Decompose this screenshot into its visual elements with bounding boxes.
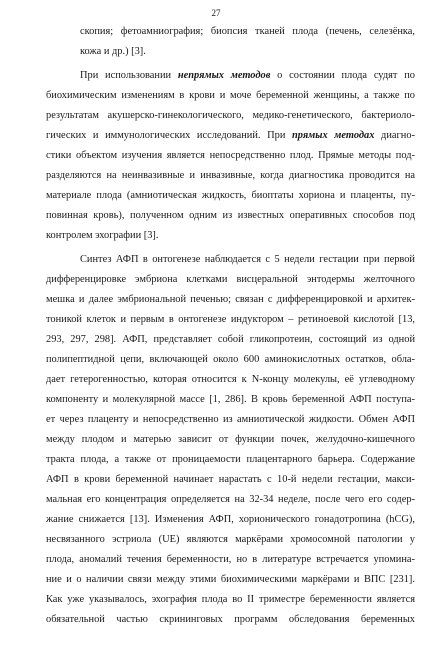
text-line (46, 108, 415, 123)
text-line (46, 88, 415, 103)
text-run: диагно- (374, 130, 415, 141)
page-number: 27 (211, 8, 221, 18)
text-run: компоненту и молекулярной массе [1, 286]. В кровь беременной АФП поступа- (46, 394, 415, 405)
text-line (80, 68, 415, 83)
text-line (46, 472, 415, 487)
text-line (46, 612, 415, 627)
text-run: между плодом и матерью зависит от функции почек, желудочно-кишечного (46, 434, 415, 445)
text-run: повинная кровь), полученном одним из известных оперативных способов под (46, 210, 415, 221)
text-line (46, 532, 415, 547)
text-run: результатам акушерско-гинекологического, медико-генетического, бактериоло- (46, 110, 415, 121)
text-line (46, 372, 415, 387)
text-run: стики объектом изучения является непосредственно плод. Прямые методы под- (46, 150, 415, 161)
text-line (46, 352, 415, 367)
text-run: обязательной частью скрининговых программ обследования беременных (46, 614, 415, 625)
text-run: тоникой клеток и первым в онтогенезе индуктором – ретиноевой кислотой [13, (46, 314, 415, 325)
text-run: мальная его концентрация определяется на 32-34 неделе, после чего его содер- (46, 494, 415, 505)
text-line (46, 148, 415, 163)
text-run: разделяются на неинвазивные и инвазивные, когда диагностика проводится на (46, 170, 415, 181)
text-run: гических и иммунологических исследований. При (46, 130, 292, 141)
text-run: полипептидной цепи, включающей около 600 аминокислотных остатков, обла- (46, 354, 415, 365)
text-run: 293, 297, 298]. АФП, представляет собой гликопротеин, состоящий из одной (46, 334, 415, 345)
text-run: дифференцировке эмбриона клетками висцеральной энтодермы желточного (46, 274, 415, 285)
text-line (46, 168, 415, 183)
text-line (46, 572, 415, 587)
text-line (46, 312, 415, 327)
text-line (46, 412, 415, 427)
text-run: ет через плаценту и непосредственно из амниотической жидкости. Обмен АФП (46, 414, 415, 425)
text-line (46, 208, 415, 223)
text-line (46, 432, 415, 447)
emphasis-term: прямых методах (291, 130, 375, 141)
text-run: Синтез АФП в онтогенезе наблюдается с 5 недели гестации при первой (80, 254, 415, 265)
text-run: контролем эхографии [3]. (46, 230, 159, 241)
text-run: материале плода (амниотическая жидкость, биоптаты хориона и плаценты, пу- (46, 190, 415, 201)
text-line (46, 552, 415, 567)
text-line (80, 44, 415, 59)
text-run: ние и о наличии связи между этими биохимическими маркёрами и ВПС [231]. (46, 574, 415, 585)
text-line (46, 392, 415, 407)
text-line (46, 512, 415, 527)
text-line (80, 252, 415, 267)
text-line (46, 272, 415, 287)
text-run: тракта плода, а также от проницаемости плацентарного барьера. Содержание (46, 454, 415, 465)
text-line (46, 592, 415, 607)
text-run: биохимическим изменениям в крови и моче беременной женщины, а также по (46, 90, 415, 101)
text-run: кожа и др.) [3]. (80, 46, 146, 57)
text-run: о состоянии плода судят по (270, 70, 415, 81)
text-run: скопия; фетоамниография; биопсия тканей плода (печень, селезёнка, (80, 26, 415, 37)
text-run: АФП в крови беременной начинает нарастать с 10-й недели гестации, макси- (46, 474, 415, 485)
text-run: При использовании (80, 70, 178, 81)
emphasis-term: непрямых методов (177, 70, 271, 81)
text-run: мешка и далее эмбриональной печенью; связан с дифференцировкой и архитек- (46, 294, 415, 305)
text-run: жание снижается [13]. Изменения АФП, хорионического гонадотропина (hCG), (46, 514, 415, 525)
text-line (80, 24, 415, 39)
text-run: дает гетерогенностью, которая относится к N-концу молекулы, её углеводному (46, 374, 415, 385)
text-run: плода, аномалий течения беременности, но в литературе встречается упомина- (46, 554, 415, 565)
text-line (46, 492, 415, 507)
text-line (46, 188, 415, 203)
text-line (46, 128, 415, 143)
text-run: Как уже указывалось, эхография плода во II триместре беременности является (46, 594, 415, 605)
text-line (46, 452, 415, 467)
text-line (46, 332, 415, 347)
text-line (46, 292, 415, 307)
text-run: несвязанного эстриола (UE) являются маркёрами хромосомной патологии у (46, 534, 415, 545)
text-line (46, 228, 415, 243)
